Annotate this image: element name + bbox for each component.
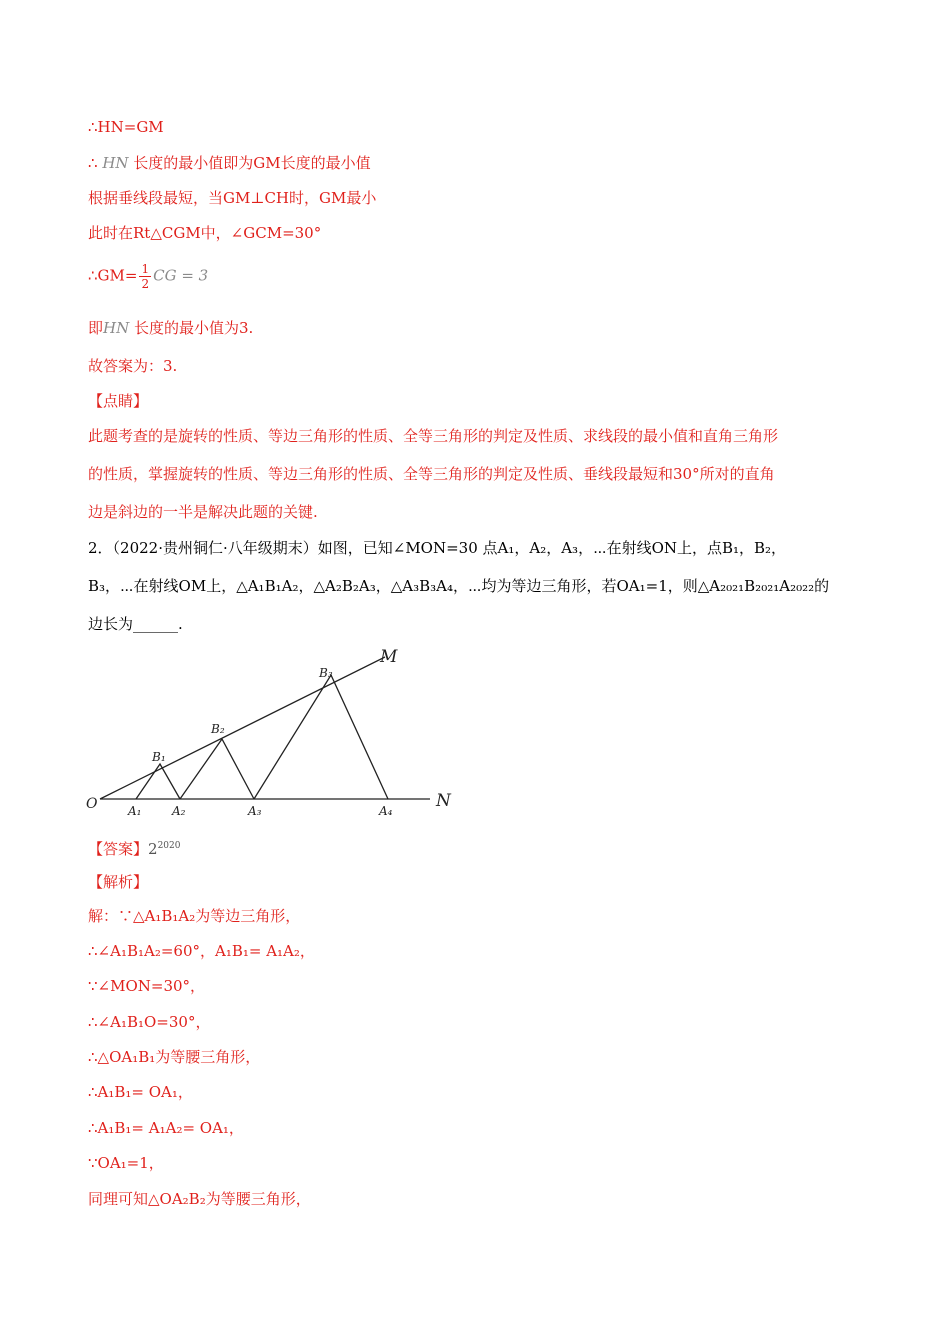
analysis-step-4: ∴∠A₁B₁O=30°， bbox=[88, 1013, 211, 1031]
geometry-figure bbox=[80, 640, 470, 825]
label-a4: A₄ bbox=[379, 804, 393, 818]
formula-cg: CG = 3 bbox=[153, 266, 209, 285]
solution-line-2-text: 长度的最小值即为GM长度的最小值 bbox=[128, 154, 371, 172]
triangle-a2b2a3 bbox=[180, 739, 254, 799]
analysis-step-3: ∵∠MON=30°， bbox=[88, 977, 206, 995]
formula-hn-2: HN bbox=[103, 319, 130, 337]
fraction-one-half bbox=[139, 262, 151, 291]
answer-exponent: 2020 bbox=[157, 841, 181, 851]
question-2-line-3: 边长为______. bbox=[88, 615, 183, 633]
solution-line-1: ∴HN=GM bbox=[88, 118, 164, 136]
fraction-numerator: 1 bbox=[141, 262, 150, 276]
answer-base: 2 bbox=[148, 840, 158, 858]
solution-line-6 bbox=[88, 318, 253, 338]
question-2-line-1: 2．（2022·贵州铜仁·八年级期末）如图，已知∠MON=30 点A₁，A₂，A₃，⋯在射线ON上，点B₁，B₂， bbox=[88, 539, 787, 557]
label-a1: A₁ bbox=[128, 804, 142, 818]
analysis-step-5: ∴△OA₁B₁为等腰三角形， bbox=[88, 1048, 261, 1066]
answer-line bbox=[88, 836, 180, 859]
solution-line-2 bbox=[88, 153, 371, 173]
triangle-a1b1a2 bbox=[136, 764, 180, 799]
comment-line-2: 的性质，掌握旋转的性质、等边三角形的性质、全等三角形的判定及性质、垂线段最短和30°所对的直角 bbox=[88, 465, 775, 483]
label-a3: A₃ bbox=[248, 804, 262, 818]
label-b3: B₃ bbox=[319, 666, 333, 680]
label-m: M bbox=[380, 647, 398, 667]
formula-hn: HN bbox=[102, 154, 129, 172]
analysis-step-9: 同理可知△OA₂B₂为等腰三角形， bbox=[88, 1190, 311, 1208]
triangle-a3b3a4 bbox=[254, 675, 388, 799]
solution-line-4: 此时在Rt△CGM中，∠GCM=30° bbox=[88, 224, 322, 242]
label-b1: B₁ bbox=[152, 750, 166, 764]
solution-line-5 bbox=[88, 262, 208, 291]
comment-heading: 【点睛】 bbox=[88, 392, 149, 410]
label-o: O bbox=[86, 796, 98, 812]
analysis-step-7: ∴A₁B₁= A₁A₂= OA₁， bbox=[88, 1119, 244, 1137]
label-n: N bbox=[436, 791, 451, 811]
analysis-heading: 【解析】 bbox=[88, 873, 149, 891]
analysis-step-6: ∴A₁B₁= OA₁， bbox=[88, 1083, 193, 1101]
analysis-step-2: ∴∠A₁B₁A₂=60°，A₁B₁= A₁A₂， bbox=[88, 942, 315, 960]
solution-line-6-prefix: 即 bbox=[88, 319, 104, 337]
question-2-line-2: B₃，⋯在射线OM上，△A₁B₁A₂，△A₂B₂A₃，△A₃B₃A₄，⋯均为等边三角形，若OA₁=1，则△A₂₀₂₁B₂₀₂₁A₂₀₂₂的 bbox=[88, 577, 830, 595]
fraction-denominator: 2 bbox=[141, 277, 150, 291]
solution-line-3: 根据垂线段最短，当GM⊥CH时，GM最小 bbox=[88, 189, 377, 207]
analysis-step-1: 解：∵△A₁B₁A₂为等边三角形， bbox=[88, 907, 301, 925]
analysis-step-8: ∵OA₁=1， bbox=[88, 1154, 164, 1172]
solution-line-5-text: ∴GM= bbox=[88, 266, 138, 285]
label-b2: B₂ bbox=[211, 722, 225, 736]
answer-label: 【答案】 bbox=[88, 840, 149, 858]
label-a2: A₂ bbox=[172, 804, 186, 818]
therefore-symbol: ∴ bbox=[88, 154, 103, 172]
comment-line-3: 边是斜边的一半是解决此题的关键. bbox=[88, 503, 318, 521]
solution-line-6-text: 长度的最小值为3. bbox=[129, 319, 254, 337]
solution-line-7: 故答案为：3. bbox=[88, 357, 178, 375]
comment-line-1: 此题考查的是旋转的性质、等边三角形的性质、全等三角形的判定及性质、求线段的最小值和直角三角形 bbox=[88, 427, 779, 445]
answer-value bbox=[148, 840, 180, 858]
